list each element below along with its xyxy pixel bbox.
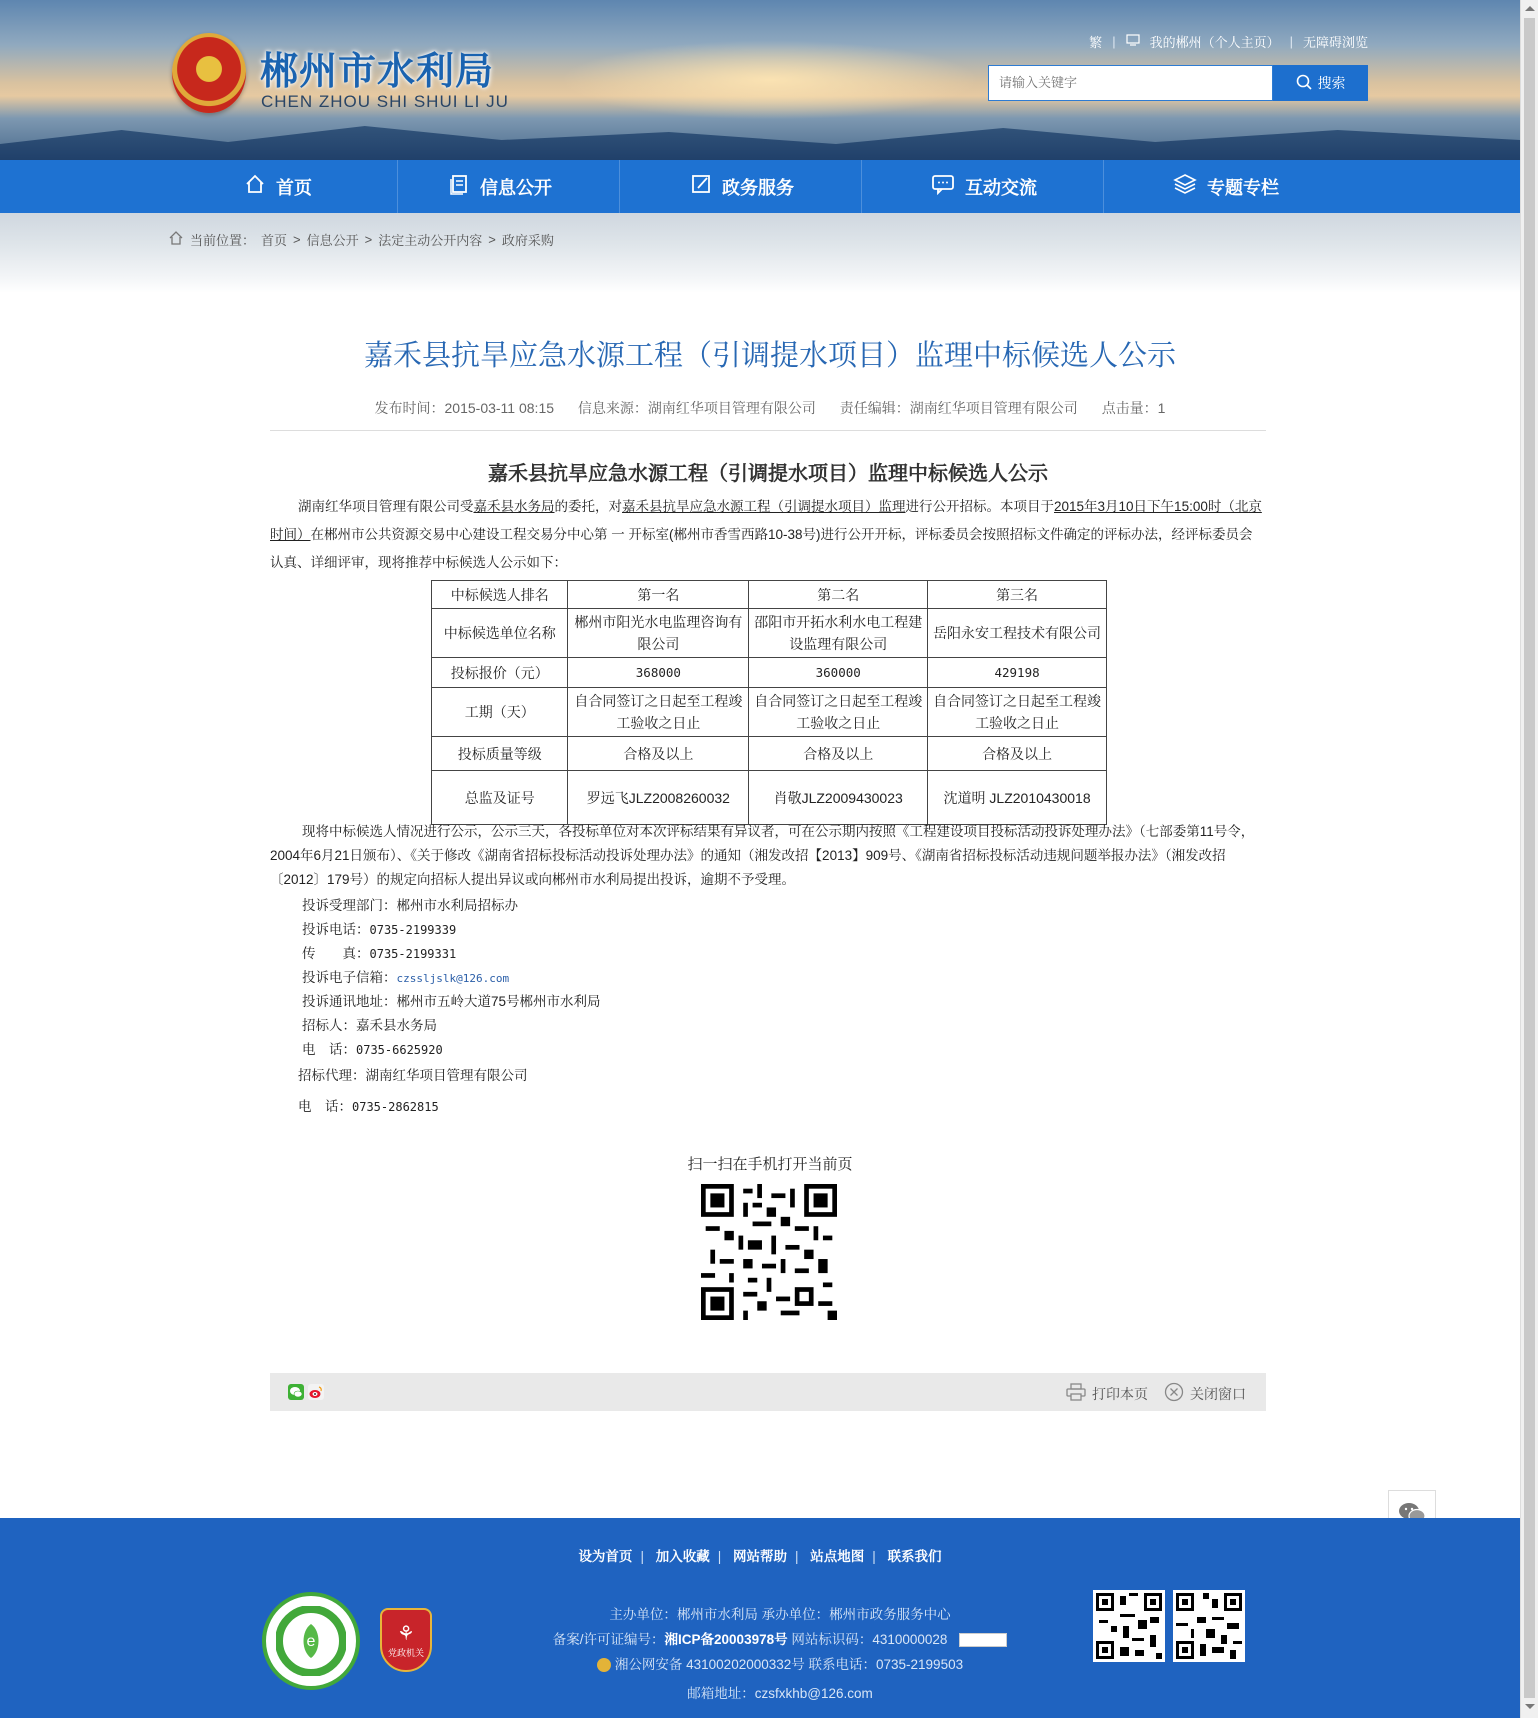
table-cell: 邵阳市开拓水利水电工程建设监理有限公司 bbox=[749, 609, 928, 658]
search-button-label: 搜索 bbox=[1317, 75, 1346, 91]
nav-item-gov-services[interactable] bbox=[622, 160, 862, 213]
breadcrumb-label: 当前位置： bbox=[190, 233, 256, 248]
national-emblem-icon bbox=[172, 33, 246, 113]
contact-label: 投诉通讯地址： bbox=[302, 994, 397, 1009]
table-cell: 自合同签订之日起至工程竣工验收之日止 bbox=[928, 688, 1107, 737]
contact-label: 投诉受理部门： bbox=[302, 898, 397, 913]
table-row bbox=[432, 771, 1107, 825]
table-cell: 郴州市阳光水电监理咨询有限公司 bbox=[568, 609, 749, 658]
table-row bbox=[432, 737, 1107, 771]
close-window-button[interactable] bbox=[1164, 1382, 1246, 1405]
intro-text: 的委托，对 bbox=[554, 499, 622, 514]
contact-line bbox=[302, 1038, 443, 1058]
site-footer bbox=[0, 1518, 1520, 1718]
top-links bbox=[1089, 32, 1368, 51]
footer-qr-code-icon bbox=[1093, 1590, 1165, 1662]
close-icon bbox=[1164, 1382, 1184, 1405]
top-link-separator: | bbox=[1289, 34, 1293, 49]
main-nav bbox=[0, 160, 1520, 213]
contact-line bbox=[298, 1064, 528, 1084]
icp-link[interactable]: 湘ICP备20003978号 bbox=[664, 1632, 788, 1647]
table-cell: 肖敬JLZ2009430023 bbox=[749, 771, 928, 825]
civilization-badge-icon[interactable] bbox=[262, 1592, 360, 1690]
home-icon bbox=[244, 173, 266, 200]
cnzz-badge-icon[interactable] bbox=[959, 1633, 1007, 1647]
nav-item-home[interactable] bbox=[158, 160, 398, 213]
nav-label: 互动交流 bbox=[965, 177, 1037, 198]
footer-link-contact[interactable]: 联系我们 bbox=[887, 1549, 942, 1564]
candidate-table bbox=[431, 580, 1107, 825]
search-icon bbox=[1296, 74, 1312, 93]
scroll-down-arrow-icon[interactable] bbox=[1525, 1704, 1535, 1709]
contact-line bbox=[302, 942, 456, 962]
contact-value: 0735-6625920 bbox=[356, 1043, 443, 1057]
nav-label: 首页 bbox=[276, 177, 312, 198]
intro-text: 湖南红华项目管理有限公司受 bbox=[298, 499, 474, 514]
table-cell: 合格及以上 bbox=[928, 737, 1107, 771]
intro-text: 进行公开招标。本项目于 bbox=[905, 499, 1054, 514]
contact-label: 投诉电话： bbox=[302, 922, 370, 937]
table-cell: 总监及证号 bbox=[432, 771, 568, 825]
page-qr-code-icon bbox=[701, 1184, 837, 1320]
article-subtitle: 嘉禾县抗旱应急水源工程（引调提水项目）监理中标候选人公示 bbox=[488, 461, 1048, 485]
article-meta bbox=[270, 398, 1270, 418]
footer-link-help[interactable]: 网站帮助 bbox=[733, 1549, 787, 1564]
breadcrumb-item-home[interactable]: 首页 bbox=[261, 233, 288, 248]
footer-link-sitemap[interactable]: 站点地图 bbox=[810, 1549, 865, 1564]
nav-item-interaction[interactable] bbox=[864, 160, 1104, 213]
layers-icon bbox=[1173, 173, 1197, 200]
site-id: 网站标识码：4310000028 bbox=[787, 1632, 948, 1647]
intro-text: 嘉禾县水务局 bbox=[473, 499, 555, 514]
share-icons bbox=[288, 1384, 324, 1403]
scrollbar-thumb[interactable] bbox=[1524, 18, 1535, 1698]
click-count: 点击量：1 bbox=[1101, 400, 1166, 416]
printer-icon bbox=[1066, 1383, 1086, 1404]
police-record: 湘公网安备 43100202000332号 联系电话：0735-2199503 bbox=[614, 1657, 964, 1672]
footer-separator: | bbox=[717, 1549, 722, 1564]
search-box bbox=[988, 65, 1273, 101]
table-cell: 合格及以上 bbox=[568, 737, 749, 771]
nav-label: 专题专栏 bbox=[1207, 177, 1279, 198]
badge-label: 党政机关 bbox=[387, 1647, 424, 1658]
breadcrumb-item-procurement[interactable]: 政府采购 bbox=[501, 233, 554, 248]
footer-separator: | bbox=[640, 1549, 644, 1564]
table-cell: 投标质量等级 bbox=[432, 737, 568, 771]
my-chenzhou-link[interactable]: 我的郴州（个人主页） bbox=[1149, 35, 1280, 50]
nav-label: 信息公开 bbox=[480, 177, 552, 198]
publish-time: 发布时间：2015-03-11 08:15 bbox=[374, 400, 555, 416]
print-button[interactable] bbox=[1066, 1382, 1148, 1405]
footer-sponsor: 主办单位：郴州市水利局 承办单位：郴州市政务服务中心 bbox=[609, 1607, 951, 1622]
party-gov-agency-badge[interactable] bbox=[380, 1608, 432, 1672]
intro-text: 在郴州市公共资源交易中心建设工程交易分中心第 一 开标室(郴州市香雪西路10-38号)进行公开开标，评标委员会按照招标文件确定的评标办法，经评标委员会认真、详细评审，现将推荐中标候选人公示如下： bbox=[270, 527, 1253, 570]
footer-separator: | bbox=[795, 1549, 799, 1564]
contact-line bbox=[302, 966, 509, 986]
table-row bbox=[432, 658, 1107, 688]
contact-label: 投诉电子信箱： bbox=[302, 970, 397, 985]
table-cell: 429198 bbox=[928, 658, 1107, 688]
contact-label: 电 话： bbox=[302, 1042, 356, 1057]
breadcrumb-separator: > bbox=[364, 232, 373, 247]
contact-value: 0735-2862815 bbox=[352, 1100, 439, 1114]
table-cell: 中标候选人排名 bbox=[432, 581, 568, 609]
contact-value: 郴州市水利局招标办 bbox=[396, 898, 518, 913]
editor: 责任编辑：湖南红华项目管理有限公司 bbox=[839, 400, 1078, 416]
nav-divider bbox=[1103, 160, 1104, 213]
table-cell: 360000 bbox=[749, 658, 928, 688]
edit-icon bbox=[690, 173, 712, 200]
footer-icp bbox=[500, 1628, 1060, 1648]
contact-label: 传 真： bbox=[302, 946, 370, 961]
notice-paragraph: 现将中标候选人情况进行公示，公示三天，各投标单位对本次评标结果有异议者，可在公示期内按照《工程建设项目投标活动投诉处理办法》（七部委第11号令，2004年6月21日颁布）、《关于修改《湖南省招标投标活动投诉处理办法》的通知（湘发改招【2013】909号、《湖南省招标投标活动违规问题举报办法》（湘发改招〔2012〕179号）的规定向招标人提出异议或向郴州市水利局提出投诉，逾期不予受理。 bbox=[270, 824, 1255, 887]
table-cell: 罗远飞JLZ2008260032 bbox=[568, 771, 749, 825]
contact-line bbox=[302, 918, 456, 938]
site-title[interactable]: 郴州市水利局 bbox=[260, 51, 495, 93]
contact-value: 0735-2199331 bbox=[369, 947, 457, 961]
traditional-chinese-link[interactable]: 繁 bbox=[1089, 35, 1103, 50]
contact-label: 电 话： bbox=[298, 1099, 352, 1114]
close-label: 关闭窗口 bbox=[1190, 1385, 1246, 1402]
table-cell: 工期（天） bbox=[432, 688, 568, 737]
footer-police bbox=[500, 1653, 1060, 1673]
table-cell: 中标候选单位名称 bbox=[432, 609, 568, 658]
nav-item-special-topics[interactable] bbox=[1106, 160, 1346, 213]
footer-email: 邮箱地址：czsfxkhb@126.com bbox=[687, 1686, 873, 1701]
footer-qr-code-icon bbox=[1173, 1590, 1245, 1662]
breadcrumb-item-statutory[interactable]: 法定主动公开内容 bbox=[378, 233, 483, 248]
table-cell: 自合同签订之日起至工程竣工验收之日止 bbox=[749, 688, 928, 737]
breadcrumb-item-info[interactable]: 信息公开 bbox=[306, 233, 359, 248]
share-toolbar bbox=[270, 1373, 1266, 1411]
footer-link-favorite[interactable]: 加入收藏 bbox=[655, 1549, 710, 1564]
breadcrumb-band bbox=[0, 213, 1520, 293]
table-cell: 投标报价（元） bbox=[432, 658, 568, 688]
info-source: 信息来源：湖南红华项目管理有限公司 bbox=[577, 400, 816, 416]
table-cell: 合格及以上 bbox=[749, 737, 928, 771]
vertical-scrollbar[interactable] bbox=[1520, 0, 1538, 1718]
search-button[interactable] bbox=[1273, 65, 1368, 101]
nav-divider bbox=[861, 160, 862, 213]
top-link-separator: | bbox=[1112, 34, 1116, 49]
footer-link-set-home[interactable]: 设为首页 bbox=[578, 1549, 633, 1564]
table-header-row bbox=[432, 581, 1107, 609]
contact-label: 招标人： bbox=[302, 1018, 356, 1033]
contact-email-link[interactable]: czssljslk@126.com bbox=[396, 972, 510, 985]
chat-icon bbox=[931, 173, 955, 200]
nav-label: 政务服务 bbox=[722, 177, 794, 198]
document-icon bbox=[448, 173, 470, 200]
home-icon bbox=[168, 231, 184, 248]
contact-line bbox=[302, 990, 601, 1010]
contact-line bbox=[302, 894, 518, 914]
qr-caption: 扫一扫在手机打开当前页 bbox=[687, 1156, 853, 1173]
site-subtitle: CHEN ZHOU SHI SHUI LI JU bbox=[261, 92, 509, 111]
footer-links bbox=[0, 1545, 1520, 1565]
weibo-share-icon[interactable] bbox=[308, 1384, 324, 1403]
table-row bbox=[432, 609, 1107, 658]
monitor-icon bbox=[1126, 34, 1140, 49]
svg-text:e: e bbox=[306, 1633, 316, 1650]
article-title: 嘉禾县抗旱应急水源工程（引调提水项目）监理中标候选人公示 bbox=[363, 340, 1176, 372]
table-cell: 沈道明 JLZ2010430018 bbox=[928, 771, 1107, 825]
table-cell: 岳阳永安工程技术有限公司 bbox=[928, 609, 1107, 658]
table-cell: 第二名 bbox=[749, 581, 928, 609]
table-cell: 第一名 bbox=[568, 581, 749, 609]
table-cell: 第三名 bbox=[928, 581, 1107, 609]
divider bbox=[270, 430, 1266, 431]
wechat-share-icon[interactable] bbox=[288, 1384, 304, 1403]
search-input[interactable] bbox=[989, 66, 1269, 98]
contact-label: 招标代理： bbox=[298, 1068, 366, 1083]
table-cell: 自合同签订之日起至工程竣工验收之日止 bbox=[568, 688, 749, 737]
breadcrumb-separator: > bbox=[488, 232, 496, 247]
table-row bbox=[432, 688, 1107, 737]
table-cell: 368000 bbox=[568, 658, 749, 688]
contact-value: 郴州市五岭大道75号郴州市水利局 bbox=[396, 994, 601, 1009]
contact-line bbox=[298, 1095, 439, 1115]
party-gov-icon: ⚘ bbox=[397, 1622, 415, 1645]
breadcrumb-separator: > bbox=[293, 232, 301, 247]
police-badge-icon bbox=[597, 1658, 611, 1672]
article-intro bbox=[270, 493, 1266, 577]
page-tools bbox=[1066, 1382, 1246, 1405]
print-label: 打印本页 bbox=[1092, 1385, 1148, 1402]
contact-value: 湖南红华项目管理有限公司 bbox=[365, 1068, 528, 1083]
icp-label: 备案/许可证编号： bbox=[552, 1632, 665, 1647]
accessibility-link[interactable]: 无障碍浏览 bbox=[1302, 35, 1368, 50]
contact-line bbox=[302, 1014, 437, 1034]
scroll-up-arrow-icon[interactable] bbox=[1525, 6, 1535, 11]
footer-separator: | bbox=[872, 1549, 876, 1564]
breadcrumb bbox=[168, 230, 554, 249]
header-banner-mountains bbox=[0, 120, 1520, 160]
nav-item-info-disclosure[interactable] bbox=[380, 160, 620, 213]
contact-value: 0735-2199339 bbox=[369, 923, 457, 937]
contact-value: 嘉禾县水务局 bbox=[356, 1018, 437, 1033]
nav-divider bbox=[619, 160, 620, 213]
intro-text: 嘉禾县抗旱应急水源工程（引调提水项目）监理 bbox=[622, 499, 906, 514]
intro-text: 2015年3月10日下午15:00时（北京时间） bbox=[270, 499, 1262, 542]
header-banner-sun bbox=[560, 40, 980, 120]
